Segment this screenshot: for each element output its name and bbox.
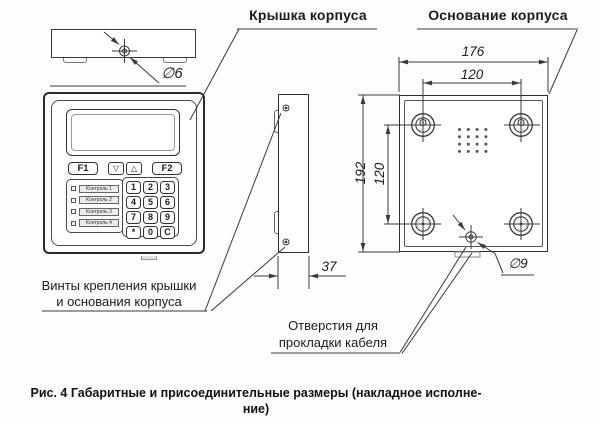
control-label: Контроль 1: [79, 185, 119, 193]
base-width-dim: 176: [461, 44, 485, 59]
control-indicator: [71, 209, 76, 214]
control-label: Контроль 4: [79, 219, 119, 227]
arrow-down-key: ▽: [108, 162, 124, 175]
cover-top-view: [51, 29, 196, 58]
hole-spacing-h-dim: 120: [460, 67, 484, 82]
cable-holes-label: [268, 317, 398, 351]
cover-label: Крышка корпуса: [249, 7, 367, 23]
caption-line1: Рис. 4 Габаритные и присоединительные размеры (накладное исполне-: [30, 386, 482, 400]
control-row: [71, 219, 119, 228]
numeric-keypad: [122, 177, 179, 237]
device-side-view: [278, 94, 309, 253]
control-indicator-panel: [66, 179, 124, 233]
arrow-up-key: △: [126, 162, 142, 175]
keypad-key-0: 0: [143, 226, 158, 239]
keypad-key-*: *: [126, 226, 141, 239]
case-depth-dim: 37: [321, 259, 337, 274]
base-plate-inner-frame: [404, 100, 543, 247]
keypad-key-8: 8: [143, 211, 158, 224]
screws-label: [28, 278, 210, 309]
keypad-key-C: C: [160, 226, 175, 239]
control-row: [71, 184, 119, 193]
cover-foot: [63, 58, 87, 63]
control-label: Контроль 2: [79, 196, 119, 204]
control-row: [71, 207, 119, 216]
cable-hole-diameter: ∅9: [508, 256, 528, 271]
f2-key: F2: [152, 162, 182, 175]
keypad-key-1: 1: [126, 181, 141, 194]
keypad-key-6: 6: [160, 196, 175, 209]
cable-holes-label-line2: прокладки кабеля: [278, 335, 388, 350]
base-label: Основание корпуса: [428, 7, 568, 23]
base-height-dim: 192: [353, 161, 368, 185]
cover-foot: [163, 58, 187, 63]
screws-label-line2: и основания корпуса: [56, 293, 182, 309]
control-row: [71, 196, 119, 205]
control-indicator: [71, 198, 76, 203]
cable-holes-label-line1: Отверстия для: [288, 318, 378, 333]
front-bottom-tab: [141, 256, 157, 261]
keypad-key-7: 7: [126, 211, 141, 224]
base-bottom-tab: [455, 252, 480, 257]
keypad-key-5: 5: [143, 196, 158, 209]
keypad-key-3: 3: [160, 181, 175, 194]
keypad-key-4: 4: [126, 196, 141, 209]
screws-label-line1: Винты крепления крышки: [41, 278, 197, 293]
control-label: Контроль 3: [79, 208, 119, 216]
hole-spacing-v-dim: 120: [372, 162, 387, 186]
f1-key: F1: [68, 162, 98, 175]
keypad-key-2: 2: [143, 181, 158, 194]
control-indicator: [71, 186, 76, 191]
keypad-key-9: 9: [160, 211, 175, 224]
control-indicator: [71, 221, 76, 226]
cover-screw-diameter: ∅6: [161, 65, 183, 82]
figure-caption: [0, 385, 512, 417]
caption-line2: ние): [242, 402, 270, 416]
display-inner-frame: [71, 114, 175, 151]
